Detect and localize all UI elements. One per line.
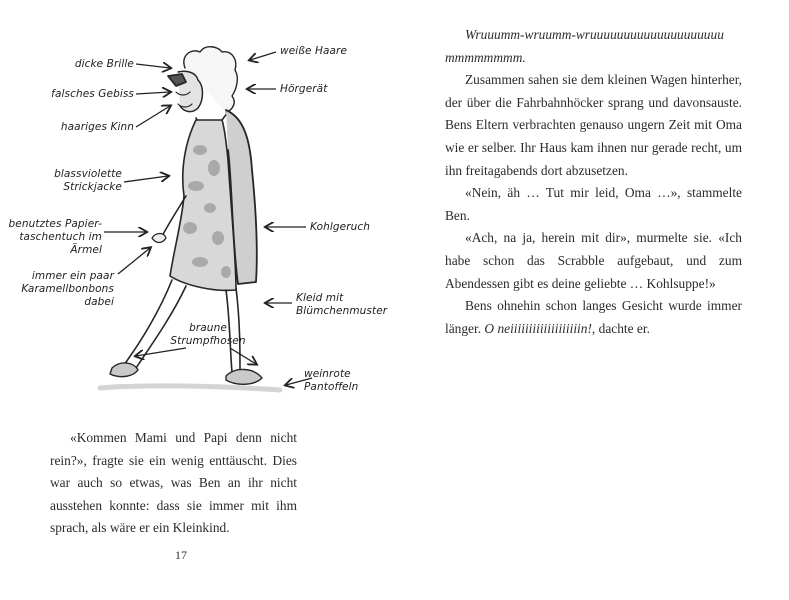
label-dress: Kleid mit Blümchenmuster	[296, 292, 388, 317]
sound-line: Wruuumm-wruumm-wruuuuuuuuuuuuuuuuuuuu mmmmmmmm.	[445, 27, 724, 65]
paragraph-last-start: Bens ohnehin schon langes Gesicht wurde immer länger.	[445, 298, 742, 336]
label-slippers: weinrote Pantoffeln	[304, 368, 359, 393]
right-page-text	[445, 24, 742, 340]
label-chin: haariges Kinn	[60, 121, 134, 133]
label-cardigan: blassviolette Strickjacke	[54, 168, 122, 193]
left-page	[0, 0, 394, 600]
paragraph: Zusammen sahen sie dem kleinen Wagen hinterher, der über die Fahrbahnhöcker sprang und davonsauste. Bens Eltern verbrachten genauso ungern Zeit mit Oma wie er selber. Ihr Haus kam ihnen nur gerade recht, um ihn freitagabends dort abzusetzen.	[445, 72, 742, 178]
label-glasses: dicke Brille	[74, 58, 134, 70]
right-page	[395, 0, 789, 600]
label-tights: braune Strumpfhosen	[170, 322, 246, 347]
label-tissue: benutztes Papier- taschentuch im Ärmel	[8, 218, 102, 256]
paragraph-last-italic: O neiiiiiiiiiiiiiiiiiiin!	[484, 320, 592, 336]
left-page-text	[50, 427, 297, 540]
label-cabbage-smell: Kohlgeruch	[310, 221, 371, 233]
paragraph-last	[445, 295, 742, 340]
label-hearing-aid: Hörgerät	[280, 83, 328, 95]
paragraph: «Ach, na ja, herein mit dir», murmelte sie. «Ich habe schon das Scrabble aufgebaut, und zum Abendessen gibt es deine geliebte … Kohlsuppe!»	[445, 230, 742, 291]
label-candies: immer ein paar Karamellbonbons dabei	[21, 270, 114, 308]
label-dentures: falsches Gebiss	[51, 88, 134, 100]
paragraph: «Nein, äh … Tut mir leid, Oma …», stammelte Ben.	[445, 185, 742, 223]
label-hair: weiße Haare	[280, 45, 348, 57]
paragraph-last-end: , dachte er.	[591, 320, 650, 336]
paragraph: «Kommen Mami und Papi denn nicht rein?», fragte sie ein wenig enttäuscht. Dies war auch so etwas, was Ben an ihr nicht ausstehen konnte: dass sie immer mit ihm sprach, als wäre er ein Kleinkind.	[50, 430, 297, 536]
page-number: 17	[175, 548, 187, 562]
